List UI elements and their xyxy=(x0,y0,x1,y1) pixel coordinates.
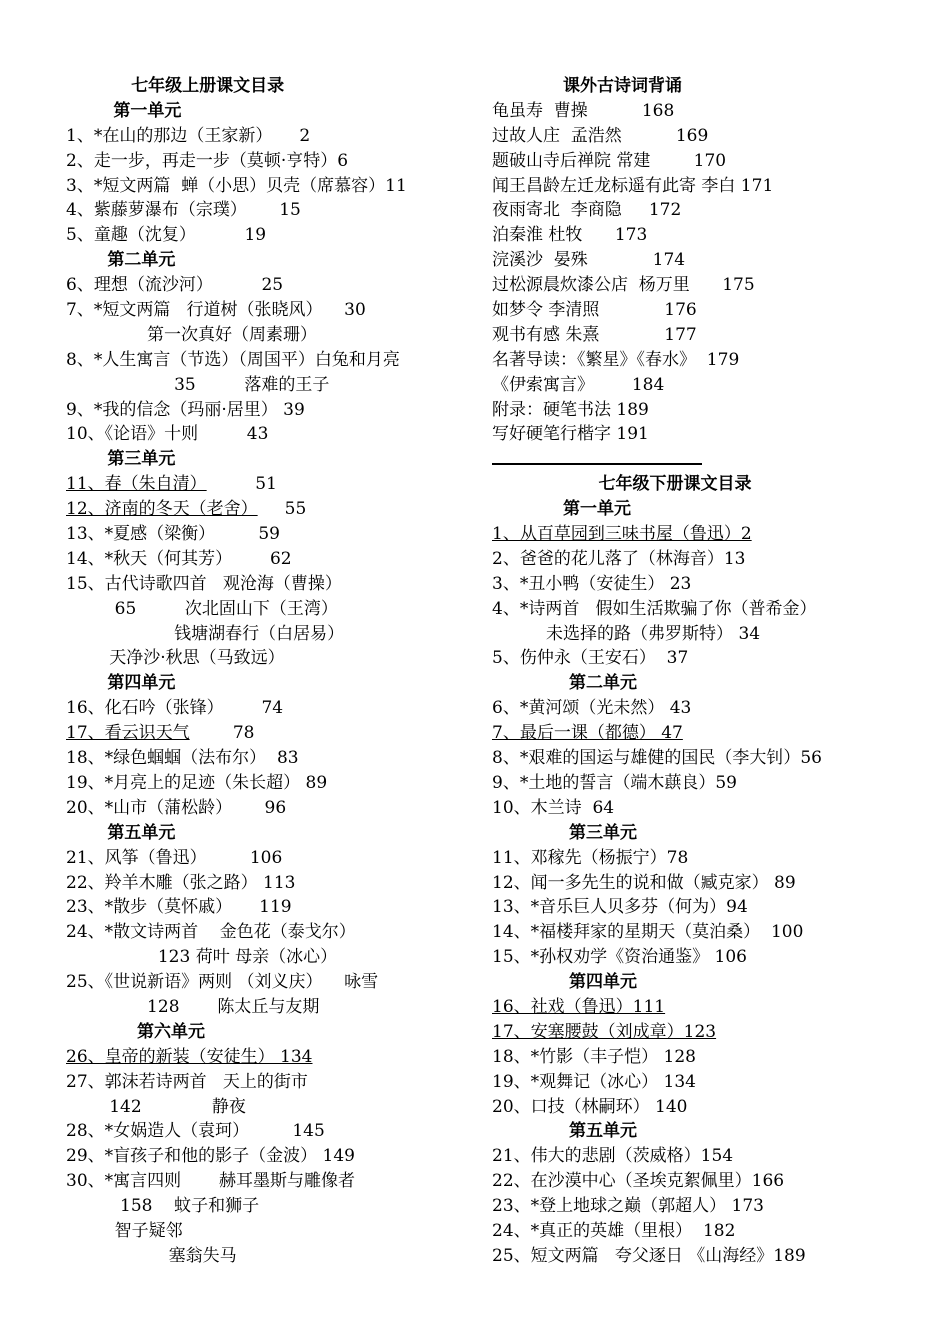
toc-entry: 7、*短文两篇 行道树（张晓风） 30 xyxy=(66,300,366,321)
toc-entry: 6、理想（流沙河） 25 xyxy=(66,275,284,296)
toc-entry: 35 落难的王子 xyxy=(66,374,330,395)
toc-entry xyxy=(66,1045,466,1070)
toc-entry-title: 1、从百草园到三味书屋（鲁迅）2 xyxy=(492,524,752,545)
toc-entry: 5、伤仲永（王安石） 37 xyxy=(492,648,689,669)
toc-entry: 22、羚羊木雕（张之路） 113 xyxy=(66,872,296,893)
unit-heading: 第四单元 xyxy=(492,972,637,993)
unit-heading: 第二单元 xyxy=(66,250,176,271)
divider-rule xyxy=(492,463,702,465)
toc-entry: 15、古代诗歌四首 观沧海（曹操） xyxy=(66,573,342,594)
toc-entry: 13、*音乐巨人贝多芬（何为）94 xyxy=(492,897,748,918)
toc-entry: 12、闻一多先生的说和做（臧克家） 89 xyxy=(492,872,796,893)
toc-entry: 夜雨寄北 李商隐 172 xyxy=(492,200,682,221)
toc-entry: 闻王昌龄左迁龙标遥有此寄 李白 171 xyxy=(492,175,774,196)
toc-entry: 9、*土地的誓言（端木蕻良）59 xyxy=(492,772,737,793)
toc-entry: 15、*孙权劝学《资治通鉴》 106 xyxy=(492,947,747,968)
toc-entry: 29、*盲孩子和他的影子（金波） 149 xyxy=(66,1146,355,1167)
toc-entry: 未选择的路（弗罗斯特） 34 xyxy=(492,623,761,644)
toc-entry-page: 55 xyxy=(257,499,307,520)
toc-entry: 18、*绿色蝈蝈（法布尔） 83 xyxy=(66,748,299,769)
unit-heading: 第五单元 xyxy=(492,1121,637,1142)
toc-entry: 21、伟大的悲剧（茨威格）154 xyxy=(492,1146,734,1167)
toc-entry: 16、化石吟（张锋） 74 xyxy=(66,698,284,719)
toc-entry-title: 26、皇帝的新装（安徒生） 134 xyxy=(66,1046,313,1067)
toc-entry xyxy=(66,497,466,522)
toc-entry-page: 51 xyxy=(206,474,277,495)
toc-entry: 3、*短文两篇 蝉（小思）贝壳（席慕容）11 xyxy=(66,175,407,196)
toc-entry: 20、口技（林嗣环） 140 xyxy=(492,1096,688,1117)
toc-entry: 塞翁失马 xyxy=(66,1245,237,1266)
toc-entry: 名著导读：《繁星》《春水》 179 xyxy=(492,349,740,370)
toc-entry-title: 11、春（朱自清） xyxy=(66,474,207,495)
toc-entry: 19、*月亮上的足迹（朱长超） 89 xyxy=(66,772,328,793)
unit-heading: 第三单元 xyxy=(66,449,176,470)
toc-entry: 智子疑邻 xyxy=(66,1220,183,1241)
toc-entry: 128 陈太丘与友期 xyxy=(66,996,320,1017)
toc-entry: 11、邓稼先（杨振宁）78 xyxy=(492,847,689,868)
toc-entry: 4、紫藤萝瀑布（宗璞） 15 xyxy=(66,200,301,221)
toc-entry: 4、*诗两首 假如生活欺骗了你（普希金） xyxy=(492,598,817,619)
toc-entry xyxy=(66,721,466,746)
unit-heading: 第三单元 xyxy=(492,822,637,843)
unit-heading: 第一单元 xyxy=(492,499,632,520)
unit-heading: 第五单元 xyxy=(66,822,176,843)
toc-entry: 19、*观舞记（冰心） 134 xyxy=(492,1071,696,1092)
toc-entry: 123 荷叶 母亲（冰心） xyxy=(66,947,338,968)
toc-entry: 2、走一步，再走一步（莫顿·亨特）6 xyxy=(66,150,349,171)
toc-entry xyxy=(492,1020,912,1045)
toc-entry: 14、*秋天（何其芳） 62 xyxy=(66,548,292,569)
toc-entry xyxy=(492,721,912,746)
toc-entry-title: 17、看云识天气 xyxy=(66,723,190,744)
toc-entry: 题破山寺后禅院 常建 170 xyxy=(492,150,727,171)
toc-entry: 如梦令 李清照 176 xyxy=(492,300,697,321)
toc-entry: 142 静夜 xyxy=(66,1096,246,1117)
toc-entry xyxy=(66,472,466,497)
toc-entry: 18、*竹影（丰子恺） 128 xyxy=(492,1046,696,1067)
toc-entry: 观书有感 朱熹 177 xyxy=(492,324,697,345)
toc-entry-title: 17、安塞腰鼓（刘成章）123 xyxy=(492,1021,717,1042)
section-title: 七年级上册课文目录 xyxy=(66,76,285,96)
toc-entry: 10、木兰诗 64 xyxy=(492,797,615,818)
toc-entry-title: 16、社戏（鲁迅）111 xyxy=(492,996,666,1017)
toc-entry: 1、*在山的那边（王家新） 2 xyxy=(66,125,311,146)
toc-entry: 泊秦淮 杜牧 173 xyxy=(492,225,648,246)
toc-entry: 30、*寓言四则 赫耳墨斯与雕像者 xyxy=(66,1171,355,1192)
toc-entry-page: 78 xyxy=(189,723,255,744)
section-divider xyxy=(492,447,912,472)
unit-heading: 第一单元 xyxy=(66,100,182,121)
toc-entry: 2、爸爸的花儿落了（林海音）13 xyxy=(492,548,746,569)
section-title: 七年级下册课文目录 xyxy=(492,474,752,495)
left-column xyxy=(66,74,466,1269)
toc-entry: 28、*女娲造人（袁珂） 145 xyxy=(66,1121,325,1142)
toc-entry: 22、在沙漠中心（圣埃克絮佩里）166 xyxy=(492,1171,785,1192)
toc-entry: 65 次北固山下（王湾） xyxy=(66,598,338,619)
toc-entry: 9、*我的信念（玛丽·居里） 39 xyxy=(66,399,305,420)
toc-entry: 21、风筝（鲁迅） 106 xyxy=(66,847,283,868)
toc-entry xyxy=(492,995,912,1020)
toc-entry: 写好硬笔行楷字 191 xyxy=(492,424,649,445)
toc-entry: 钱塘湖春行（白居易） xyxy=(66,623,345,644)
toc-entry: 8、*人生寓言（节选）（周国平）白兔和月亮 xyxy=(66,349,400,370)
toc-entry: 158 蚊子和狮子 xyxy=(66,1196,260,1217)
unit-heading: 第六单元 xyxy=(66,1021,206,1042)
toc-entry: 23、*散步（莫怀戚） 119 xyxy=(66,897,292,918)
toc-entry: 25、短文两篇 夸父逐日 《山海经》189 xyxy=(492,1245,806,1266)
toc-entry: 6、*黄河颂（光未然） 43 xyxy=(492,698,692,719)
toc-entry: 天净沙·秋思（马致远） xyxy=(66,648,285,669)
toc-entry: 过松源晨炊漆公店 杨万里 175 xyxy=(492,275,755,296)
unit-heading: 第二单元 xyxy=(492,673,637,694)
right-column xyxy=(492,74,912,1269)
toc-entry: 第一次真好（周素珊） xyxy=(66,324,318,345)
toc-entry: 8、*艰难的国运与雄健的国民（李大钊）56 xyxy=(492,748,822,769)
toc-entry: 24、*散文诗两首 金色花（泰戈尔） xyxy=(66,922,356,943)
toc-entry: 10、《论语》十则 43 xyxy=(66,424,269,445)
toc-entry: 龟虽寿 曹操 168 xyxy=(492,100,675,121)
toc-entry: 浣溪沙 晏殊 174 xyxy=(492,250,686,271)
toc-entry: 20、*山市（蒲松龄） 96 xyxy=(66,797,287,818)
toc-entry: 过故人庄 孟浩然 169 xyxy=(492,125,709,146)
toc-entry-title: 7、最后一课（都德） 47 xyxy=(492,723,683,744)
toc-entry: 27、郭沫若诗两首 天上的街市 xyxy=(66,1071,308,1092)
section-title: 课外古诗词背诵 xyxy=(492,76,683,96)
toc-entry: 14、*福楼拜家的星期天（莫泊桑） 100 xyxy=(492,922,804,943)
toc-entry-title: 12、济南的冬天（老舍） xyxy=(66,499,258,520)
toc-entry: 3、*丑小鸭（安徒生） 23 xyxy=(492,573,692,594)
toc-entry: 23、*登上地球之巅（郭超人） 173 xyxy=(492,1196,764,1217)
toc-entry: 附录：硬笔书法 189 xyxy=(492,399,649,420)
toc-entry: 《伊索寓言》 184 xyxy=(492,374,665,395)
toc-entry: 13、*夏感（梁衡） 59 xyxy=(66,524,280,545)
toc-entry: 5、童趣（沈复） 19 xyxy=(66,225,267,246)
toc-entry: 25、《世说新语》两则 （刘义庆） 咏雪 xyxy=(66,972,379,993)
toc-entry xyxy=(492,522,912,547)
toc-entry: 24、*真正的英雄（里根） 182 xyxy=(492,1220,736,1241)
unit-heading: 第四单元 xyxy=(66,673,176,694)
